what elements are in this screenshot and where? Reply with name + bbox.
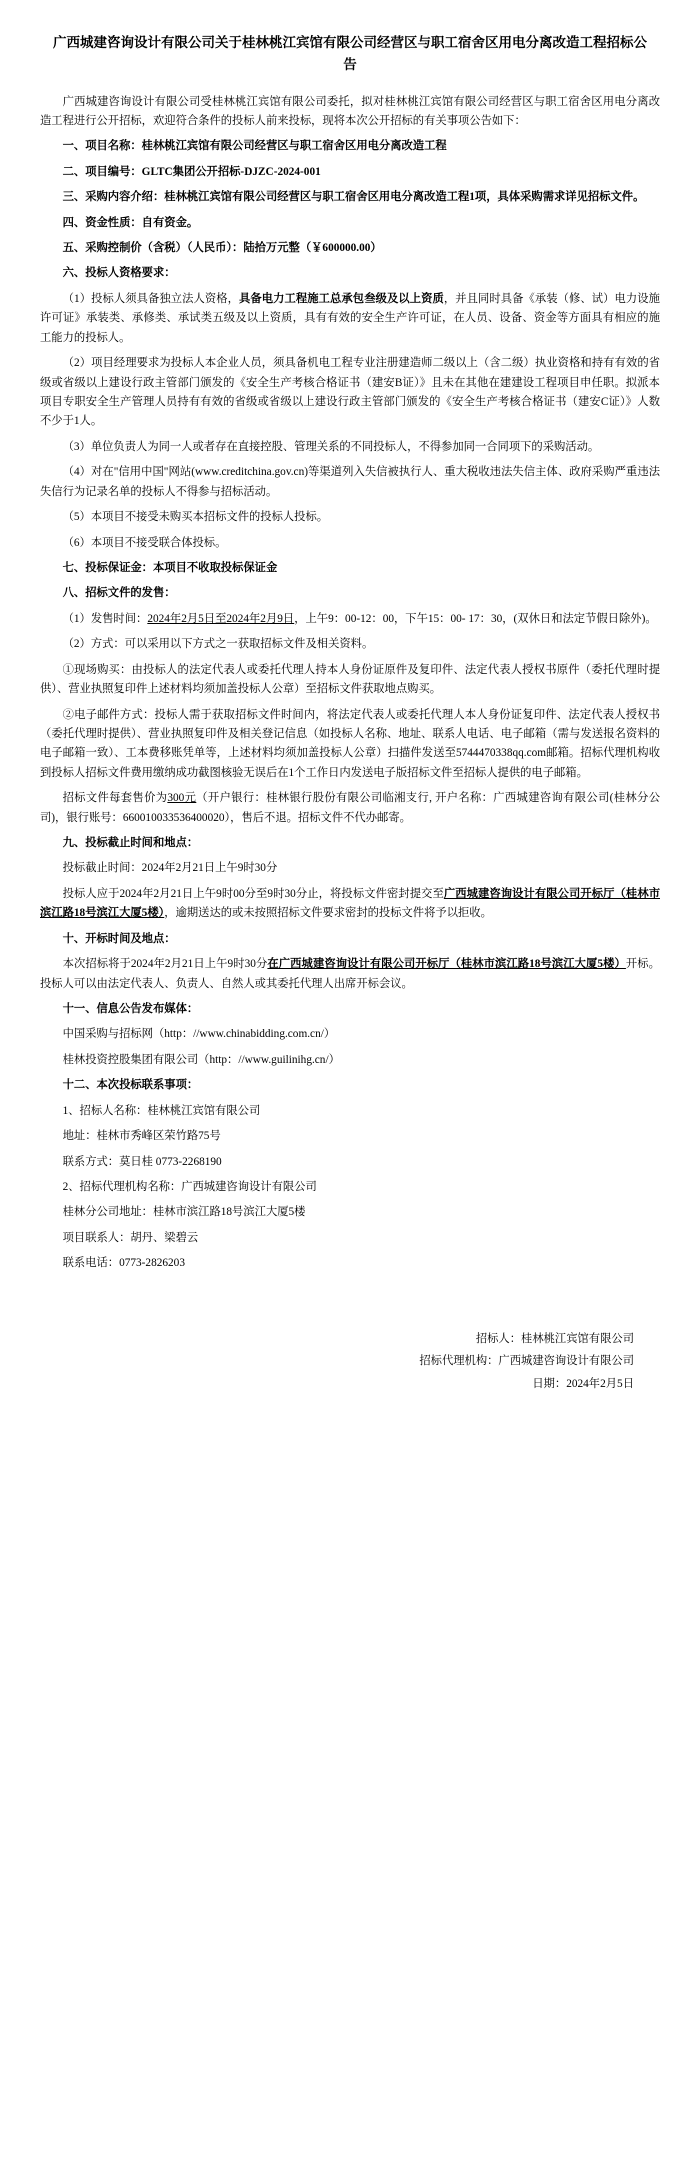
section-heading-4: 四、资金性质：自有资金。 — [62, 216, 199, 229]
qualification-item-2: （2）项目经理要求为投标人本企业人员，须具备机电工程专业注册建造师二级以上（含二级）执业资格和持有有效的省级或省级以上建设行政主管部门颁发的《安全生产考核合格证书（建安B证）》且未在其他在建建设工程项目申任职。拟派本项目专职安全生产管理人员持有有效的省级或省级以上建设行政主管部门颁发的《安全生产考核合格证书（建安C证）》人数不少于1人。 — [40, 357, 660, 428]
page-title: 广西城建咨询设计有限公司关于桂林桃江宾馆有限公司经营区与职工宿舍区用电分离改造工程招标公告 — [53, 35, 647, 73]
qualification-item-6: （6）本项目不接受联合体投标。 — [62, 536, 227, 549]
sale-item-1: （1）发售时间：2024年2月5日至2024年2月9日，上午9：00-12：00，下午15：00- 17：30，(双休日和法定节假日除外)。 — [62, 612, 657, 625]
sale-item-2: （2）方式：可以采用以下方式之一获取招标文件及相关资料。 — [62, 638, 374, 651]
contact-line-7: 联系电话：0773-2826203 — [62, 1257, 185, 1270]
contact-line-4: 2、招标代理机构名称：广西城建咨询设计有限公司 — [62, 1180, 317, 1193]
signoff-date: 日期：2024年2月5日 — [532, 1377, 634, 1390]
sale-item-3: ①现场购买：由投标人的法定代表人或委托代理人持本人身份证原件及复印件、法定代表人授权书原件（委托代理时提供）、营业执照复印件上述材料均须加盖投标人公章）至招标文件获取地点购买。 — [40, 663, 660, 696]
bid-opening-detail: 本次招标将于2024年2月21日上午9时30分在广西城建咨询设计有限公司开标厅（桂林市滨江路18号滨江大厦5楼）开标。投标人可以由法定代表人、负责人、自然人或其委托代理人出席开标会议。 — [40, 958, 660, 990]
section-heading-6: 六、投标人资格要求： — [62, 267, 176, 280]
section-heading-2: 二、项目编号：GLTC集团公开招标-DJZC-2024-001 — [62, 165, 321, 178]
qualification-item-5: （5）本项目不接受未购买本招标文件的投标人投标。 — [62, 511, 329, 524]
contact-line-1: 1、招标人名称：桂林桃江宾馆有限公司 — [62, 1104, 261, 1117]
section-heading-11: 十一、信息公告发布媒体： — [62, 1002, 199, 1015]
section-heading-8: 八、招标文件的发售： — [62, 587, 176, 600]
signoff-tenderer: 招标人：桂林桃江宾馆有限公司 — [475, 1332, 634, 1345]
qualification-item-3: （3）单位负责人为同一人或者存在直接控股、管理关系的不同投标人，不得参加同一合同项下的采购活动。 — [62, 440, 600, 453]
sale-item-4: ②电子邮件方式：投标人需于获取招标文件时间内，将法定代表人或委托代理人本人身份证复印件、法定代表人授权书（委托代理时提供）、营业执照复印件及相关登记信息（如投标人名称、地址、联系人电话、电子邮箱（需与发送报名资料的电子邮箱一致）、工本费移账凭单等，上述材料均须加盖投标人公章）扫描件发送至5744470338qq.com邮箱。招标代理机构收到投标人招标文件费用缴纳成功截图核验无误后在1个工作日内发送电子版招标文件至招标人提供的电子邮箱。 — [40, 708, 660, 779]
section-heading-3: 三、采购内容介绍：桂林桃江宾馆有限公司经营区与职工宿舍区用电分离改造工程1项，具体采购需求详见招标文件。 — [62, 191, 645, 204]
media-item-2: 桂林投资控股集团有限公司（http：//www.guilinihg.cn/） — [62, 1053, 340, 1066]
section-heading-9: 九、投标截止时间和地点： — [62, 837, 199, 850]
signoff-block — [40, 1328, 660, 1396]
contact-line-5: 桂林分公司地址：桂林市滨江路18号滨江大厦5楼 — [62, 1206, 306, 1219]
qualification-item-4: （4）对在"信用中国"网站(www.creditchina.gov.cn)等渠道列入失信被执行人、重大税收违法失信主体、政府采购严重违法失信行为记录名单的投标人不得参与招标活动。 — [40, 466, 660, 498]
signoff-agency: 招标代理机构：广西城建咨询设计有限公司 — [419, 1355, 634, 1368]
section-heading-10: 十、开标时间及地点： — [62, 932, 176, 945]
deadline-place: 投标人应于2024年2月21日上午9时00分至9时30分止，将投标文件密封提交至广西城建咨询设计有限公司开标厅（桂林市滨江路18号滨江大厦5楼），逾期送达的或未按照招标文件要求密封的投标文件将予以拒收。 — [40, 887, 660, 920]
qualification-item-1: （1）投标人须具备独立法人资格，具备电力工程施工总承包叁级及以上资质，并且同时具备《承装（修、试）电力设施许可证》承装类、承修类、承试类五级及以上资质，具有有效的安全生产许可证，在人员、设备、资金等方面具有相应的施工能力的投标人。 — [40, 292, 660, 344]
deadline-time: 投标截止时间：2024年2月21日上午9时30分 — [62, 862, 278, 875]
contact-line-6: 项目联系人：胡丹、梁碧云 — [62, 1231, 199, 1244]
section-heading-1: 一、项目名称：桂林桃江宾馆有限公司经营区与职工宿舍区用电分离改造工程 — [62, 140, 447, 153]
contact-line-3: 联系方式：莫日桂 0773-2268190 — [62, 1155, 222, 1168]
section-heading-7: 七、投标保证金：本项目不收取投标保证金 — [62, 561, 278, 574]
sale-item-5: 招标文件每套售价为300元（开户银行：桂林银行股份有限公司临湘支行, 开户名称：广西城建咨询有限公司(桂林分公司)，银行账号：660010033536400020），售后不退。招标文件不代办邮寄。 — [40, 792, 660, 824]
intro-paragraph: 广西城建咨询设计有限公司受桂林桃江宾馆有限公司委托，拟对桂林桃江宾馆有限公司经营区与职工宿舍区用电分离改造工程进行公开招标，欢迎符合条件的投标人前来投标，现将本次公开招标的有关事项公告如下： — [40, 95, 660, 127]
section-heading-5: 五、采购控制价（含税）（人民币）：陆拾万元整（￥600000.00） — [62, 242, 382, 255]
media-item-1: 中国采购与招标网（http：//www.chinabidding.com.cn/） — [62, 1028, 336, 1041]
contact-line-2: 地址：桂林市秀峰区荣竹路75号 — [62, 1130, 221, 1143]
section-heading-12: 十二、本次投标联系事项： — [62, 1079, 199, 1092]
